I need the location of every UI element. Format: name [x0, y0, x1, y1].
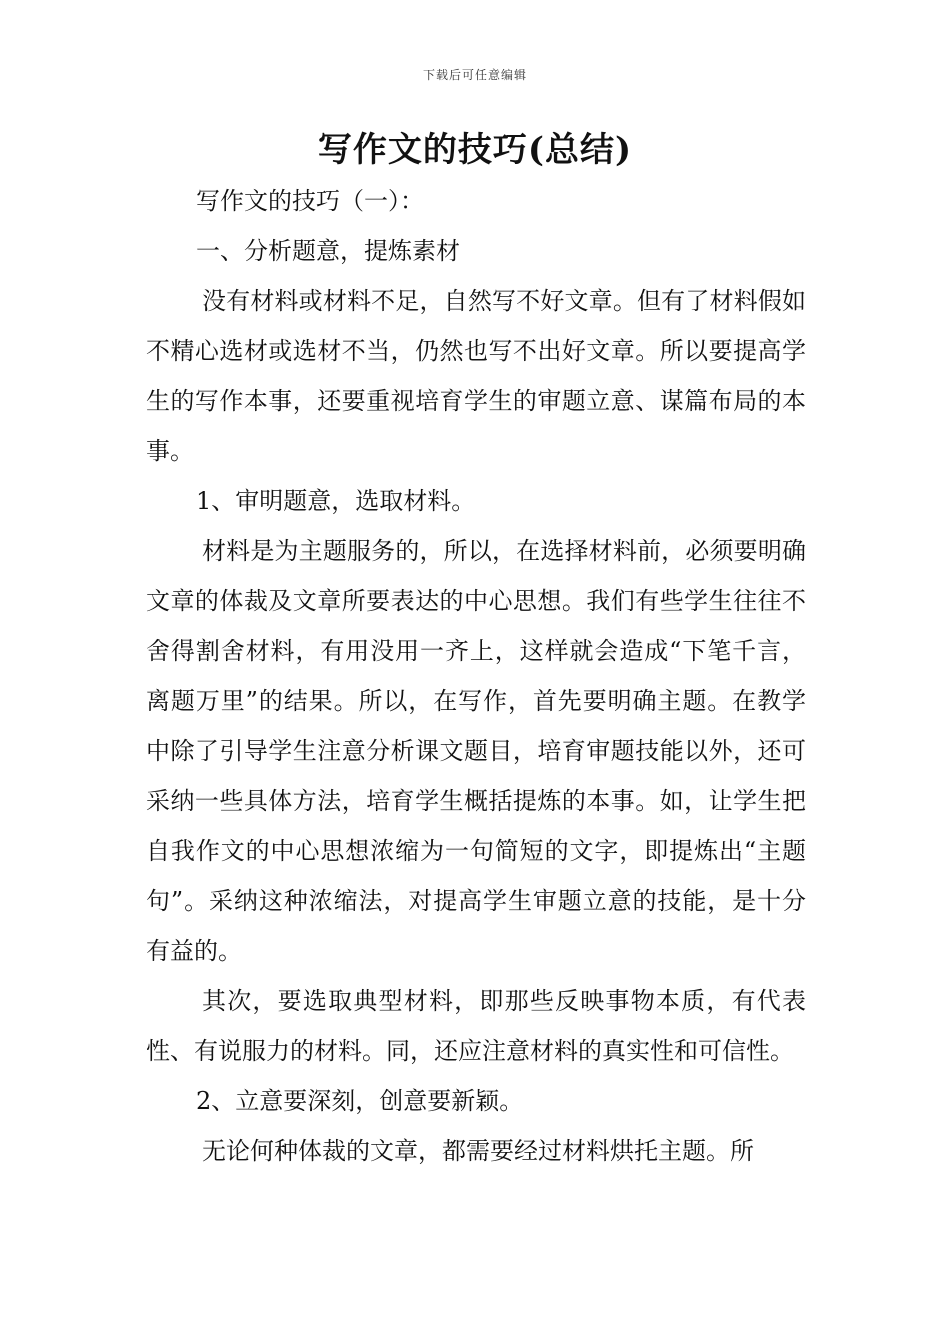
subsection-heading-deep-idea: 2、立意要深刻，创意要新颖。 — [196, 1087, 524, 1115]
body-paragraph: 其次，要选取典型材料，即那些反映事物本质，有代表性、有说服力的材料。同，还应注意材料的真实性和可信性。 — [146, 987, 806, 1065]
body-paragraph: 没有材料或材料不足，自然写不好文章。但有了材料假如不精心选材或选材不当，仍然也写不出好文章。所以要提高学生的写作本事，还要重视培育学生的审题立意、谋篇布局的本事。 — [146, 287, 806, 465]
section-heading-analyze-topic: 一、分析题意，提炼素材 — [196, 237, 460, 265]
body-paragraph: 无论何种体裁的文章，都需要经过材料烘托主题。所 — [202, 1137, 754, 1165]
document-body — [146, 176, 806, 1176]
page-header-note: 下载后可任意编辑 — [422, 68, 527, 82]
body-paragraph: 材料是为主题服务的，所以，在选择材料前，必须要明确文章的体裁及文章所要表达的中心思想。我们有些学生往往不舍得割舍材料，有用没用一齐上，这样就会造成“下笔千言，离题万里”的结果。所以，在写作，首先要明确主题。在教学中除了引导学生注意分析课文题目，培育审题技能以外，还可采纳一些具体方法，培育学生概括提炼的本事。如，让学生把自我作文的中心思想浓缩为一句简短的文字，即提炼出“主题句”。采纳这种浓缩法，对提高学生审题立意的技能，是十分有益的。 — [146, 537, 806, 965]
document-title: 写作文的技巧(总结) — [317, 130, 633, 170]
subsection-heading-select-material: 1、审明题意，选取材料。 — [196, 487, 476, 515]
section-heading-part-one: 写作文的技巧（一）： — [196, 187, 424, 215]
